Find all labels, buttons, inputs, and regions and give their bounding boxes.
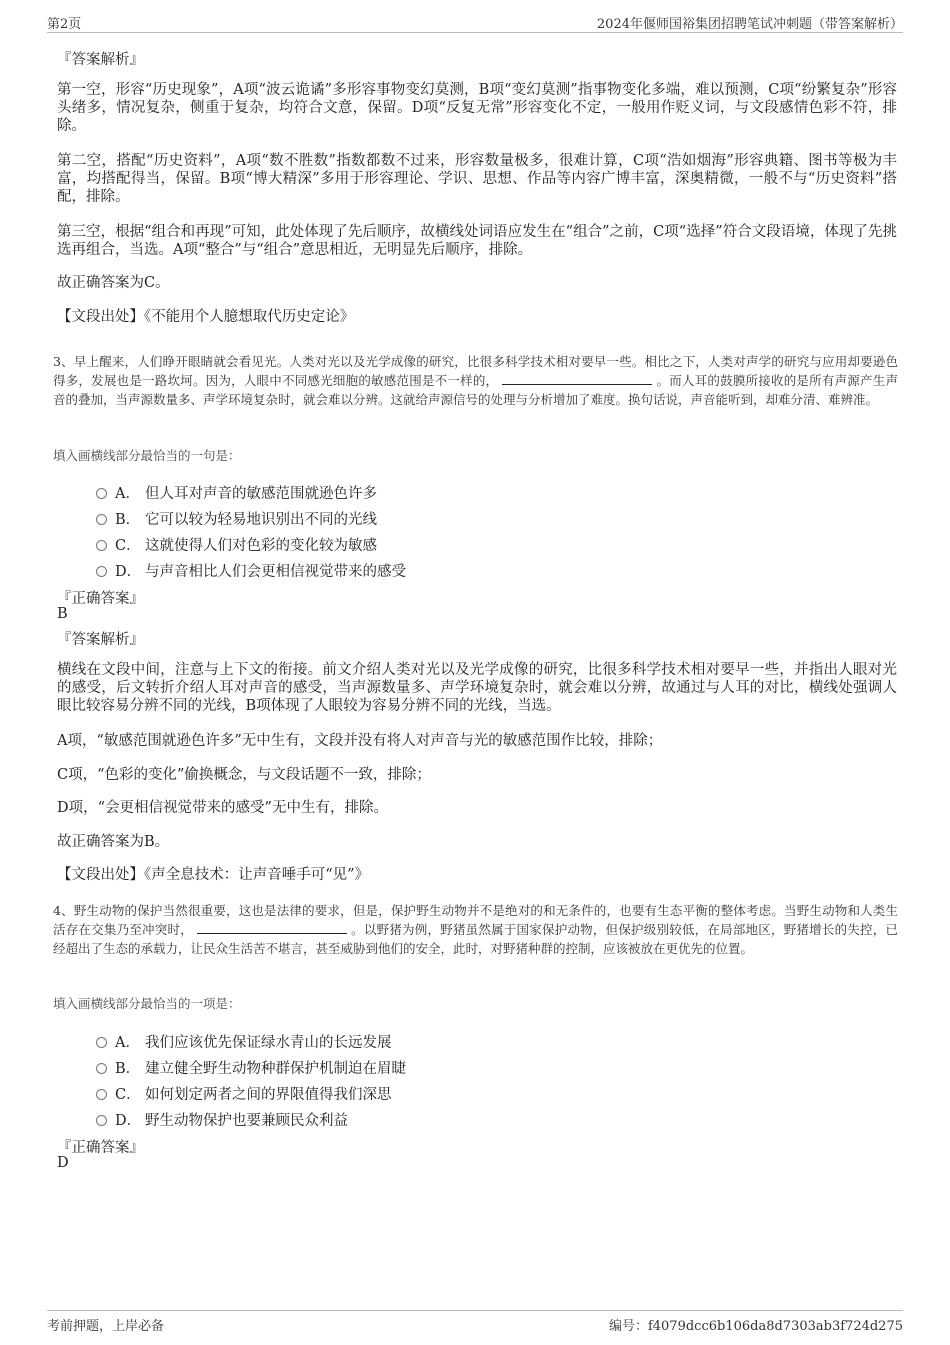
radio-button[interactable] [96,566,107,577]
analysis-paragraph-1: 第一空，形容“历史现象”，A项“波云诡谲”多形容事物变幻莫测，B项“变幻莫测”指事物变化多端，难以预测，C项“纷繁复杂”形容头绪多，情况复杂，侧重于复杂，均符合文意，保留。D项“反复无常”形容变化不定，一般用作贬义词，与文段感情色彩不符，排除。 [57,82,897,134]
source-citation: 【文段出处】《声全息技术：让声音唾手可“见”》 [57,867,370,883]
page-number: 第2页 [47,17,82,32]
analysis-paragraph-1: 横线在文段中间，注意与上下文的衔接。前文介绍人类对光以及光学成像的研究，比很多科学技术相对要早一些，并指出人眼对光的感受，后文转折介绍人耳对声音的感受，当声源数量多、声学环境复杂时，就会难以分辨，故通过与人耳的对比，横线处强调人眼比较容易分辨不同的光线，B项体现了人眼较为容易分辨不同的光线，当选。 [57,662,897,714]
radio-button[interactable] [96,488,107,499]
q3-option-b[interactable]: B． 它可以较为轻易地识别出不同的光线 [96,508,377,529]
conclusion: 故正确答案为B。 [57,834,170,850]
fill-blank [502,372,652,385]
fill-blank [197,921,347,934]
conclusion: 故正确答案为C。 [57,275,170,291]
page-footer [47,1310,903,1335]
radio-button[interactable] [96,540,107,551]
q3-option-a[interactable]: A． 但人耳对声音的敏感范围就逊色许多 [96,482,377,503]
correct-answer: D [57,1155,69,1171]
source-citation: 【文段出处】《不能用个人臆想取代历史定论》 [57,309,355,325]
q4-option-a[interactable]: A． 我们应该优先保证绿水青山的长远发展 [96,1031,392,1052]
radio-button[interactable] [96,1089,107,1100]
analysis-paragraph-3: 第三空，根据“组合和再现”可知，此处体现了先后顺序，故横线处词语应发生在“组合”之前，C项“选择”符合文段语境，体现了先挑选再组合，当选。A项“整合”与“组合”意思相近，无明显先后顺序，排除。 [57,224,897,258]
radio-button[interactable] [96,514,107,525]
question-3-text: 3、早上醒来，人们睁开眼睛就会看见光。人类对光以及光学成像的研究，比很多科学技术相对要早一些。相比之下，人类对声学的研究与应用却要逊色得多，发展也是一路坎坷。因为，人眼中不同感光细胞的敏感范围是不一样的， 。而人耳的鼓膜所接收的是所有声源产生声音的叠加，当声源数量多、声学环境复杂时，就会难以分辨。这就给声源信号的处理与分析增加了难度。换句话说，声音能听到，却难分清、难辨准。 [53,354,898,407]
radio-button[interactable] [96,1063,107,1074]
radio-button[interactable] [96,1115,107,1126]
analysis-paragraph-2: 第二空，搭配“历史资料”，A项“数不胜数”指数都数不过来，形容数量极多，很难计算，C项“浩如烟海”形容典籍、图书等极为丰富，均搭配得当，保留。B项“博大精深”多用于形容理论、学识、思想、作品等内容广博丰富，深奥精微，一般不与“历史资料”搭配，排除。 [57,153,897,205]
document-id: 编号：f4079dcc6b106da8d7303ab3f724d275 [608,1319,903,1334]
q4-option-b[interactable]: B． 建立健全野生动物种群保护机制迫在眉睫 [96,1057,406,1078]
correct-answer-label: 『正确答案』 [57,1140,144,1156]
analysis-label: 『答案解析』 [57,52,144,68]
radio-button[interactable] [96,1037,107,1048]
question-4-prompt: 填入画横线部分最恰当的一项是： [53,996,241,1011]
q3-option-d[interactable]: D． 与声音相比人们会更相信视觉带来的感受 [96,560,406,581]
question-3-prompt: 填入画横线部分最恰当的一句是： [53,448,241,463]
correct-answer-label: 『正确答案』 [57,591,144,607]
footer-slogan: 考前押题，上岸必备 [47,1319,165,1334]
analysis-option-d: D项，“会更相信视觉带来的感受”无中生有，排除。 [57,800,388,816]
analysis-label: 『答案解析』 [57,632,144,648]
q4-option-d[interactable]: D． 野生动物保护也要兼顾民众利益 [96,1109,348,1130]
q3-option-c[interactable]: C． 这就使得人们对色彩的变化较为敏感 [96,534,377,555]
correct-answer: B [57,606,68,622]
document-title: 2024年偃师国裕集团招聘笔试冲刺题（带答案解析） [596,17,903,32]
analysis-option-c: C项，“色彩的变化”偷换概念，与文段话题不一致，排除； [57,767,431,783]
question-4-text: 4、野生动物的保护当然很重要，这也是法律的要求，但是，保护野生动物并不是绝对的和无条件的，也要有生态平衡的整体考虑。当野生动物和人类生活存在交集乃至冲突时， 。以野猪为例，野猪虽然属于国家保护动物，但保护级别较低，在局部地区，野猪增长的失控，已经超出了生态的承载力，让民众生活苦不堪言，甚至威胁到他们的安全，此时，对野猪种群的控制，应该被放在更优先的位置。 [53,903,898,956]
page-header [47,10,903,33]
analysis-option-a: A项，“敏感范围就逊色许多”无中生有，文段并没有将人对声音与光的敏感范围作比较，排除； [57,733,663,749]
q4-option-c[interactable]: C． 如何划定两者之间的界限值得我们深思 [96,1083,392,1104]
